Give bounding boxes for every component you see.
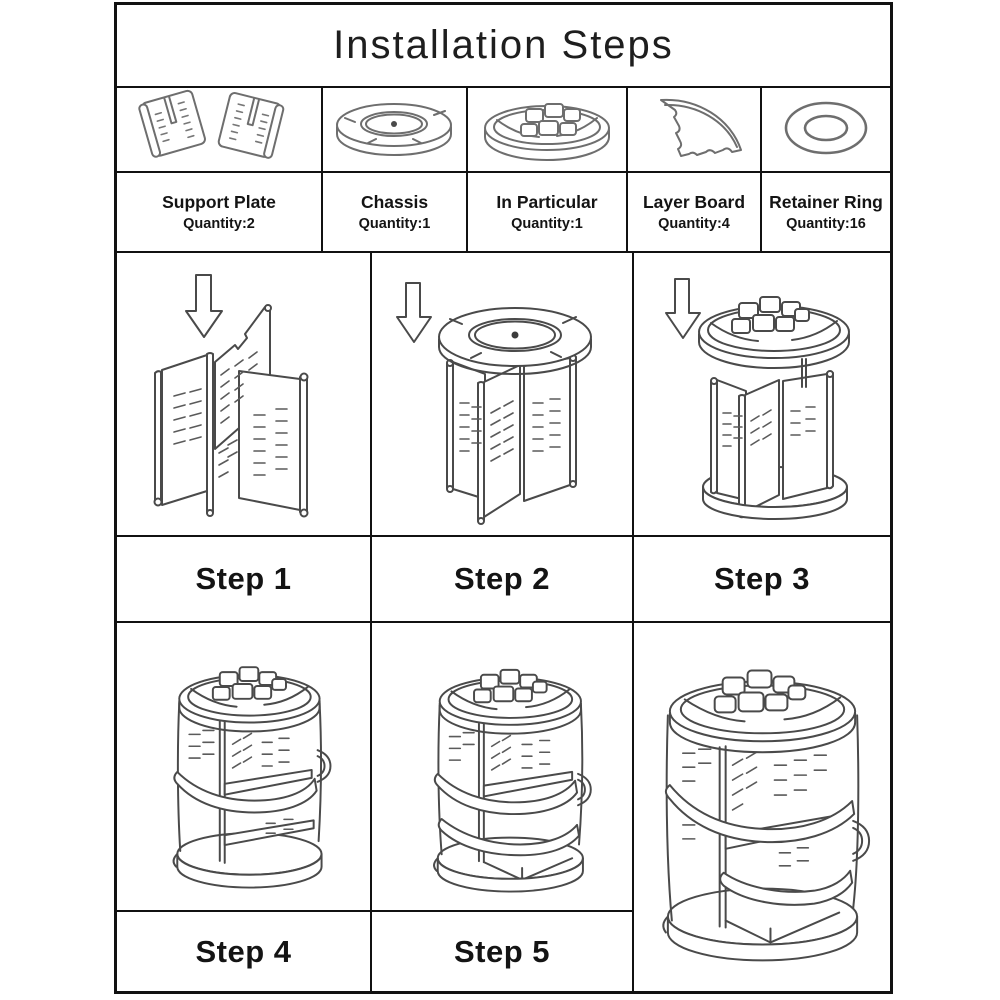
step-labels-row: [117, 537, 890, 623]
step5-label-cell: [372, 910, 632, 991]
step4-column: [117, 623, 372, 991]
down-arrow-icon: [186, 275, 222, 337]
step-label: Step 5: [453, 933, 551, 969]
chassis-icon: [324, 88, 465, 171]
step-label: Step 1: [195, 561, 292, 596]
step4-label-cell: [117, 910, 370, 991]
part-name: Support Plate: [162, 192, 276, 213]
part-quantity: Quantity:4: [658, 215, 730, 232]
part-name: Chassis: [360, 192, 429, 213]
step1-label-cell: [117, 537, 372, 621]
step2-label-cell: [372, 537, 634, 621]
part-cell-support-plate: [117, 88, 323, 171]
part-label-divider-tray: [468, 173, 628, 251]
support-plate-icon: [119, 88, 319, 171]
part-quantity: Quantity:1: [511, 215, 583, 232]
title-cell: [117, 5, 890, 86]
part-label-retainer-ring: [762, 173, 890, 251]
part-cell-layer-board: [628, 88, 762, 171]
part-quantity: Quantity:2: [183, 215, 255, 232]
step2-illustration: [372, 253, 634, 535]
part-cell-retainer-ring: [762, 88, 890, 171]
part-name: Layer Board: [642, 192, 746, 213]
part-name: In Particular: [496, 192, 598, 213]
step2-drawing: [373, 253, 631, 535]
step5-column: [372, 623, 634, 991]
part-label-chassis: [323, 173, 468, 251]
parts-icons-row: [117, 88, 890, 173]
down-arrow-icon: [666, 279, 700, 338]
part-cell-divider-tray: [468, 88, 628, 171]
step-label: Step 4: [195, 933, 292, 969]
title-row: [117, 5, 890, 88]
step-label: Step 2: [453, 561, 551, 596]
down-arrow-icon: [397, 283, 431, 342]
part-name: Retainer Ring: [769, 192, 883, 213]
retainer-ring-icon: [763, 88, 890, 171]
finished-product-cell: [634, 623, 890, 991]
step5-drawing: [373, 625, 631, 908]
part-label-support-plate: [117, 173, 323, 251]
step4-illustration: [117, 623, 370, 910]
page-title: Installation Steps: [333, 23, 674, 67]
finished-product-drawing: [635, 625, 890, 989]
step3-illustration: [634, 253, 890, 535]
part-cell-chassis: [323, 88, 468, 171]
parts-labels-row: [117, 173, 890, 253]
step1-drawing: [118, 253, 369, 535]
part-quantity: Quantity:16: [786, 215, 866, 232]
step1-illustration: [117, 253, 372, 535]
step3-drawing: [635, 253, 890, 535]
part-label-layer-board: [628, 173, 762, 251]
step3-label-cell: [634, 537, 890, 621]
step-label: Step 3: [713, 561, 811, 596]
divider-tray-icon: [469, 88, 625, 171]
step5-illustration: [372, 623, 632, 910]
step4-drawing: [118, 625, 369, 908]
instruction-table: [114, 2, 893, 994]
step-images-row: [117, 253, 890, 537]
layer-board-icon: [629, 88, 759, 171]
bottom-section: [117, 623, 890, 991]
part-quantity: Quantity:1: [358, 215, 431, 232]
